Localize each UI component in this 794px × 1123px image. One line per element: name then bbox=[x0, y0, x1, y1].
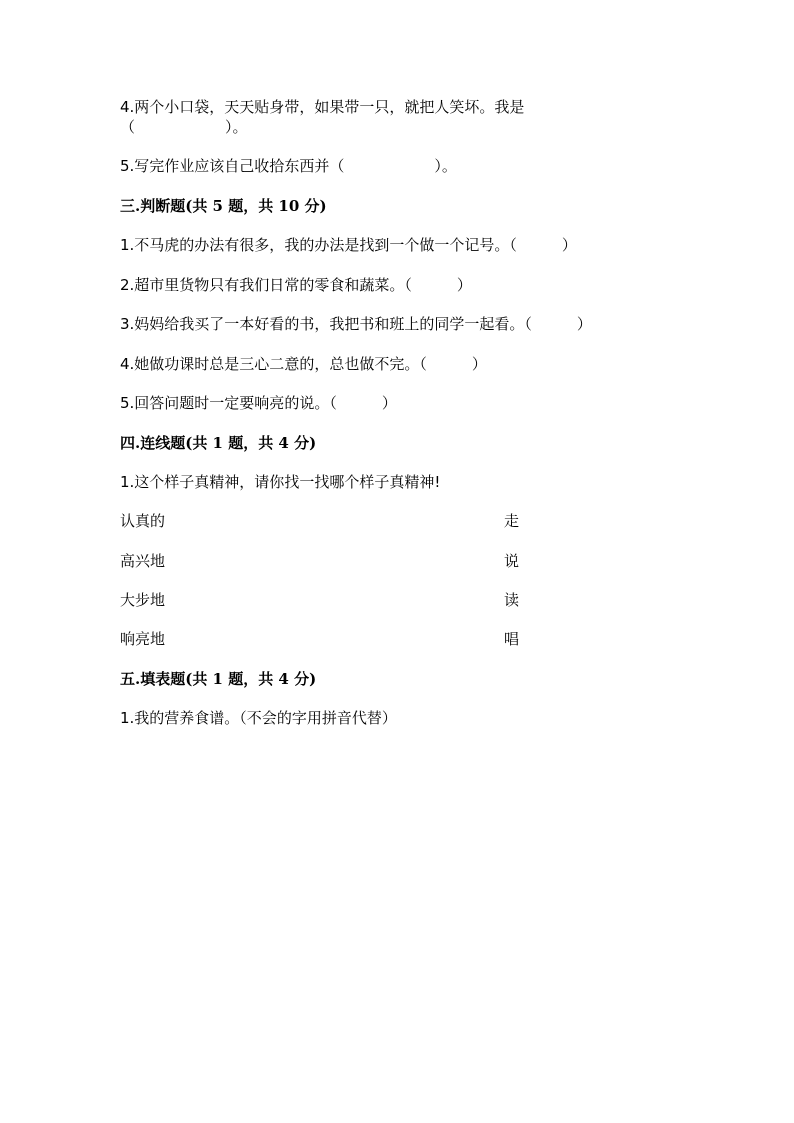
match-right-item: 唱 bbox=[504, 630, 520, 648]
match-right-item: 说 bbox=[504, 552, 520, 570]
judge-question-4: 4.她做功课时总是三心二意的，总也做不完。（ ） bbox=[120, 355, 487, 373]
match-question-1: 1.这个样子真精神，请你找一找哪个样子真精神! bbox=[120, 473, 441, 491]
fill-question-4-line-2: （ ）。 bbox=[120, 118, 248, 136]
match-left-item: 认真的 bbox=[120, 512, 166, 530]
fill-question-4-line-1: 4.两个小口袋，天天贴身带，如果带一只，就把人笑坏。我是 bbox=[120, 98, 525, 116]
judge-question-1: 1.不马虎的办法有很多，我的办法是找到一个做一个记号。（ ） bbox=[120, 236, 577, 254]
match-left-item: 高兴地 bbox=[120, 552, 166, 570]
match-left-item: 响亮地 bbox=[120, 630, 166, 648]
section-5-heading: 五.填表题(共 1 题，共 4 分) bbox=[120, 670, 317, 688]
judge-question-2: 2.超市里货物只有我们日常的零食和蔬菜。（ ） bbox=[120, 276, 472, 294]
section-3-heading: 三.判断题(共 5 题，共 10 分) bbox=[120, 197, 327, 215]
fill-question-5: 5.写完作业应该自己收拾东西并（ ）。 bbox=[120, 157, 457, 175]
table-question-1: 1.我的营养食谱。（不会的字用拼音代替） bbox=[120, 709, 397, 727]
match-right-item: 走 bbox=[504, 512, 520, 530]
judge-question-3: 3.妈妈给我买了一本好看的书，我把书和班上的同学一起看。（ ） bbox=[120, 315, 592, 333]
judge-question-5: 5.回答问题时一定要响亮的说。（ ） bbox=[120, 394, 397, 412]
match-right-item: 读 bbox=[504, 591, 520, 609]
match-left-item: 大步地 bbox=[120, 591, 166, 609]
section-4-heading: 四.连线题(共 1 题，共 4 分) bbox=[120, 434, 317, 452]
